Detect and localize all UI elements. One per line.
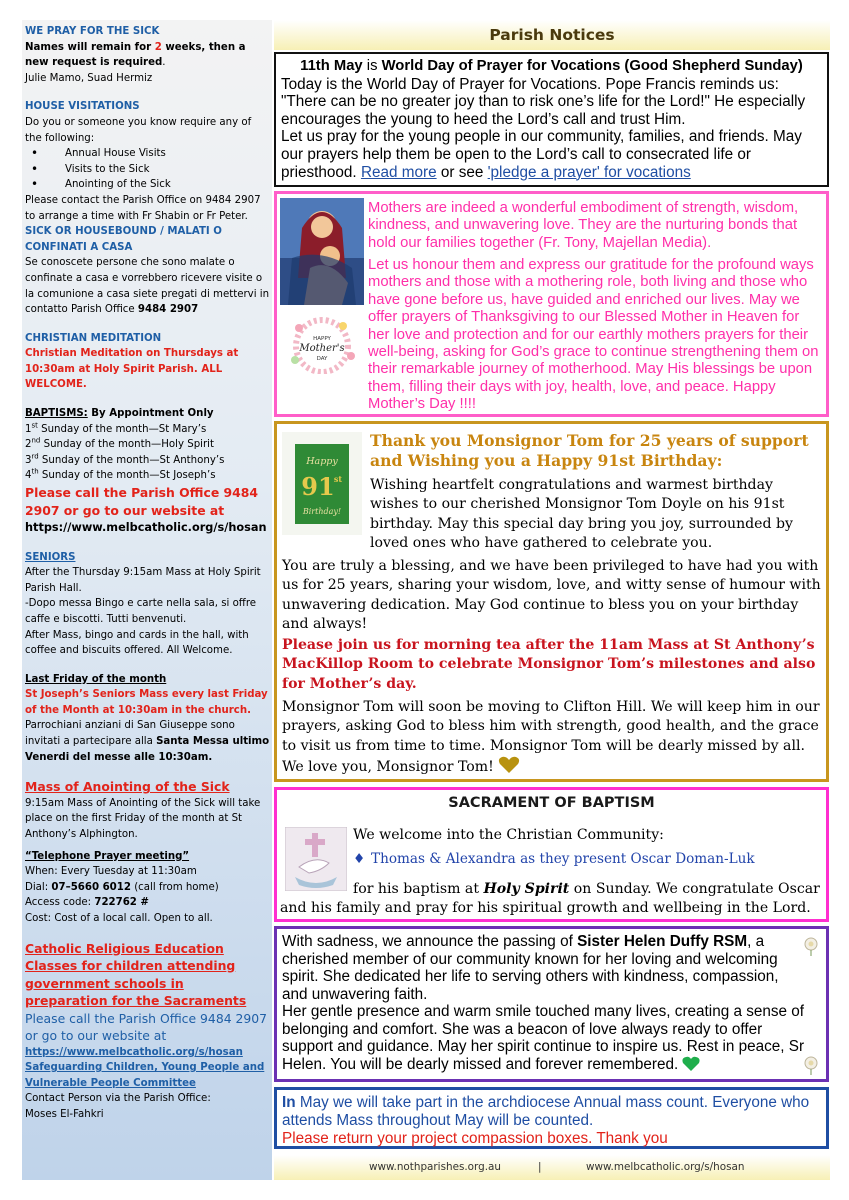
mass-count-text bbox=[282, 1094, 821, 1130]
row-num: 4 bbox=[25, 470, 32, 482]
cre-heading: Catholic Religious Education Classes for children attending government schools in preparation for the Sacraments bbox=[25, 940, 247, 1008]
anointing-text: 9:15am Mass of Anointing of the Sick will take place on the first Friday of the month at St Anthony’s Alphington. bbox=[25, 797, 261, 840]
rule-text: Names will remain for bbox=[25, 41, 155, 53]
meditation-section bbox=[25, 331, 270, 393]
card-mothers: Mother's bbox=[299, 343, 345, 354]
seniors-heading: SENIORS bbox=[25, 551, 76, 563]
baptism-row bbox=[25, 468, 270, 484]
telephone-cost: Cost: Cost of a local call. Open to all. bbox=[25, 912, 213, 924]
baptisms-url[interactable]: https://www.melbcatholic.org/s/hosan bbox=[25, 521, 267, 535]
sick-names: Julie Mamo, Suad Hermiz bbox=[25, 72, 153, 84]
obituary-body-2: Her gentle presence and warm smile touched many lives, creating a sense of belonging and comfort. She was a beacon of love always ready to offer support and guidance. May her spirit continue to inspire us. Rest in peace, Sr Helen. You will be dearly missed and forever remembered. bbox=[282, 1003, 805, 1073]
italian-bold: Santa Messa ultimo Venerdi del messe alle 10:30am. bbox=[25, 736, 270, 763]
row-sup: rd bbox=[31, 452, 39, 461]
list-item: • Visits to the Sick bbox=[25, 162, 270, 178]
mass-count-body: May we will take part in the archdiocese Annual mass count. Everyone who attends Mass throughout May will be counted. bbox=[282, 1094, 810, 1129]
anointing-section bbox=[25, 778, 270, 842]
card-birthday: Birthday! bbox=[302, 507, 342, 516]
cre-text: Please call the Parish Office 9484 2907 or go to our website at bbox=[25, 1010, 268, 1043]
telephone-heading: “Telephone Prayer meeting” bbox=[25, 850, 190, 862]
meditation-heading: CHRISTIAN MEDITATION bbox=[25, 332, 162, 344]
rule-weeks: 2 bbox=[154, 41, 162, 53]
baptism-place: Holy Spirit bbox=[483, 881, 570, 897]
baptisms-heading bbox=[25, 406, 270, 422]
monsignor-blessing: You are truly a blessing, and we have been privileged to have had you with us for 25 years, sharing your wisdom, love, and witty sense of humour with unwavering dedication. May God continue to bless you on your birthday and always! bbox=[282, 558, 821, 633]
vocations-body-2-text: Let us pray for the young people in our community, families, and friends. May our prayers help them be open to the Lord’s call to consecrated life or priesthood. bbox=[281, 128, 802, 181]
cre-url[interactable]: https://www.melbcatholic.org/s/hosan bbox=[25, 1046, 243, 1058]
housebound-body: Se conoscete persone che sono malate o confinate a casa e vorrebbero ricevere visite o la comunione a casa siete pregati di mettervi in contatto Parish Office bbox=[25, 257, 270, 316]
baptism-notice bbox=[274, 787, 829, 922]
baptism-names bbox=[353, 850, 755, 869]
baptism-welcome: We welcome into the Christian Community: bbox=[353, 827, 664, 843]
mothers-prayer: Let us honour them and express our gratitude for the profound ways mothers and those with a mothering role, both living and those who have gone before us, have guided and enriched our lives. May we offer prayers of Thanksgiving to our Blessed Mother in Heaven for her love and protection and for our earthly mothers prayers for their well-being, asking for God’s grace to continue strengthening them on their remarkable journey of motherhood. May His blessings be upon them, filling their days with joy, health, love, and peace. Happy Mother’s Day !!!! bbox=[368, 257, 819, 413]
baptism-title: SACRAMENT OF BAPTISM bbox=[448, 795, 655, 811]
card-happy: Happy bbox=[306, 456, 338, 467]
housebound-phone: 9484 2907 bbox=[137, 304, 199, 316]
row-text: Sunday of the month—St Anthony’s bbox=[38, 454, 225, 466]
flower-icon bbox=[802, 1055, 820, 1075]
left-sidebar bbox=[22, 20, 272, 1180]
monsignor-title: Thank you Monsignor Tom for 25 years of support and Wishing you a Happy 91st Birthday: bbox=[370, 431, 809, 470]
sick-prayer-heading: WE PRAY FOR THE SICK bbox=[25, 26, 160, 37]
baptism-text bbox=[280, 880, 828, 918]
birthday-card-image bbox=[282, 432, 362, 535]
madonna-image bbox=[280, 198, 364, 305]
housebound-text bbox=[25, 255, 270, 317]
meditation-text: Christian Meditation on Thursdays at 10:30am at Holy Spirit Parish. ALL WELCOME. bbox=[25, 348, 239, 391]
heart-icon bbox=[682, 1056, 700, 1072]
baptisms-heading-label: BAPTISMS: bbox=[25, 408, 88, 420]
housebound-heading: SICK OR HOUSEBOUND / MALATI O CONFINATI A CASA bbox=[25, 226, 222, 253]
house-visits-contact: Please contact the Parish Office on 9484 2907 to arrange a time with Fr Shabin or Fr Peter. bbox=[25, 194, 261, 222]
safeguarding-contact: Contact Person via the Parish Office: bbox=[25, 1093, 211, 1105]
footer-separator: | bbox=[538, 1161, 542, 1173]
seniors-section bbox=[25, 550, 270, 659]
vocations-body-1: Today is the World Day of Prayer for Vocations. Pope Francis reminds us: "There can be no greater joy than to risk one’s life for the Lord!" He especially encourages the young to heed the Lord’s call and trust Him. bbox=[281, 75, 806, 128]
mass-count-notice bbox=[274, 1087, 829, 1149]
code-label: Access code: bbox=[25, 897, 95, 909]
row-text: Sunday of the month—St Joseph’s bbox=[38, 470, 216, 482]
flower-icon bbox=[802, 936, 820, 956]
farewell-text: Monsignor Tom will soon be moving to Clifton Hill. We will keep him in our prayers, asking God to bless him with strength, good health, and the grace to visit us from time to time. Monsignor Tom will be dearly missed by all. We love you, Monsignor Tom! bbox=[282, 699, 820, 776]
seniors-text-3: After Mass, bingo and cards in the hall, with coffee and biscuits offered. All Welcome. bbox=[25, 629, 249, 657]
row-sup: st bbox=[31, 421, 38, 430]
or-see-text: or see bbox=[436, 163, 488, 181]
cre-section bbox=[25, 940, 270, 1123]
mothers-day-card-image bbox=[281, 316, 363, 374]
italian-text: Parrochiani anziani di San Giuseppe sono invitati a partecipare alla bbox=[25, 720, 235, 748]
monsignor-wishes: Wishing heartfelt congratulations and warmest birthday wishes to our cherished Monsignor Tom Doyle on his 91st birthday. May this special day bring you joy, surrounded by loved ones who have gathered to celebrate you. bbox=[370, 477, 793, 552]
dial-rest: (call from home) bbox=[130, 881, 219, 893]
monsignor-notice bbox=[274, 421, 829, 782]
house-visits-list bbox=[25, 146, 270, 193]
card-91: 91 bbox=[301, 472, 335, 501]
baptism-row bbox=[25, 453, 270, 469]
seniors-text-2: -Dopo messa Bingo e carte nella sala, si offre caffe e biscotti. Tutti benvenuti. bbox=[25, 598, 257, 625]
sick-prayer-rule bbox=[25, 40, 270, 71]
house-visits-section bbox=[25, 99, 270, 317]
safeguarding-heading: Safeguarding Children, Young People and Vulnerable People Committee bbox=[25, 1062, 265, 1089]
house-visits-intro: Do you or someone you know require any of the following: bbox=[25, 116, 252, 144]
card-happy: HAPPY bbox=[313, 336, 331, 342]
vocations-title-text: World Day of Prayer for Vocations (Good Shepherd Sunday) bbox=[381, 58, 803, 74]
vocations-date: 11th May bbox=[300, 58, 363, 74]
telephone-when: When: Every Tuesday at 11:30am bbox=[25, 866, 197, 878]
obituary-intro: With sadness, we announce the passing of bbox=[282, 933, 578, 950]
diamond-icon: ♦ bbox=[353, 851, 366, 867]
sick-prayer-section bbox=[25, 24, 270, 86]
footer-site-1[interactable]: www.nothparishes.org.au bbox=[369, 1161, 501, 1173]
last-friday-heading: Last Friday of the month bbox=[25, 673, 167, 685]
last-friday-section bbox=[25, 672, 270, 766]
vocations-title bbox=[281, 58, 822, 76]
telephone-section bbox=[25, 849, 270, 927]
seniors-text-1: After the Thursday 9:15am Mass at Holy Spirit Parish Hall. bbox=[25, 567, 261, 594]
baptism-text-a: for his baptism at bbox=[353, 881, 484, 897]
vocations-body-2 bbox=[281, 128, 822, 181]
house-visits-heading: HOUSE VISITATIONS bbox=[25, 101, 140, 113]
morning-tea-invite: Please join us for morning tea after the 11am Mass at St Anthony’s MacKillop Room to celebrate Monsignor Tom’s milestones and also for Mother’s day. bbox=[282, 637, 816, 692]
obituary-text-1 bbox=[282, 933, 797, 1003]
mass-count-in: In bbox=[282, 1094, 296, 1111]
pledge-prayer-link[interactable]: 'pledge a prayer' for vocations bbox=[487, 163, 691, 181]
card-day: DAY bbox=[316, 356, 328, 362]
last-friday-text: St Joseph’s Seniors Mass every last Friday of the Month at 10:30am in the church. bbox=[25, 689, 268, 716]
safeguarding-person: Moses El-Fahkri bbox=[25, 1108, 104, 1120]
baptisms-call: Please call the Parish Office 9484 2907 or go to our website at bbox=[25, 485, 259, 518]
row-text: Sunday of the month—St Mary’s bbox=[37, 423, 207, 435]
row-num: 2 bbox=[25, 439, 32, 451]
list-item: • Annual House Visits bbox=[25, 146, 270, 162]
footer bbox=[274, 1155, 830, 1180]
dial-label: Dial: bbox=[25, 881, 52, 893]
baptisms-heading-rest: By Appointment Only bbox=[87, 408, 214, 420]
row-sup: th bbox=[31, 468, 39, 477]
footer-site-2[interactable]: www.melbcatholic.org/s/hosan bbox=[586, 1161, 745, 1173]
rule-dot: . bbox=[162, 57, 166, 69]
telephone-code bbox=[25, 895, 270, 911]
last-friday-italian bbox=[25, 718, 270, 765]
vocations-notice bbox=[274, 52, 829, 187]
row-sup: nd bbox=[31, 436, 41, 445]
baptism-names-text: Thomas & Alexandra as they present Oscar Doman-Luk bbox=[371, 851, 755, 867]
anointing-heading: Mass of Anointing of the Sick bbox=[25, 779, 230, 795]
row-text: Sunday of the month—Holy Spirit bbox=[40, 439, 215, 451]
baptisms-section bbox=[25, 406, 270, 536]
mothers-day-notice bbox=[274, 191, 829, 417]
obituary-text-2 bbox=[282, 1003, 807, 1073]
vocations-is: is bbox=[362, 58, 382, 74]
obituary-name: Sister Helen Duffy RSM bbox=[577, 933, 748, 950]
read-more-link[interactable]: Read more bbox=[360, 163, 437, 181]
baptism-text-b: on Sunday. We congratulate Oscar and his family and pray for his spiritual growth and wellbeing in the Lord. bbox=[280, 881, 820, 917]
card-st: st bbox=[333, 474, 343, 484]
heart-icon bbox=[498, 756, 520, 774]
dial-number: 07–5660 6012 bbox=[51, 881, 131, 893]
code-number: 722762 # bbox=[94, 897, 149, 909]
baptism-row bbox=[25, 422, 270, 438]
page-title: Parish Notices bbox=[274, 20, 830, 50]
row-num: 1 bbox=[25, 423, 32, 435]
rule-text-2: weeks, then a new request is required bbox=[25, 41, 246, 69]
monsignor-farewell bbox=[282, 698, 827, 778]
obituary-notice bbox=[274, 926, 829, 1082]
compassion-boxes-text: Please return your project compassion boxes. Thank you bbox=[282, 1129, 668, 1147]
obituary-body: , a cherished member of our community known for her loving and welcoming spirit. She dedicated her life to serving others with kindness, compassion, and unwavering faith. bbox=[282, 933, 779, 1003]
row-num: 3 bbox=[25, 454, 32, 466]
list-item: • Anointing of the Sick bbox=[25, 177, 270, 193]
telephone-dial bbox=[25, 880, 270, 896]
mothers-quote: Mothers are indeed a wonderful embodiment of strength, wisdom, kindness, and unwavering love. They are the nurturing bonds that hold our families together (Fr. Tony, Majellan Media). bbox=[368, 200, 799, 251]
baptism-row bbox=[25, 437, 270, 453]
